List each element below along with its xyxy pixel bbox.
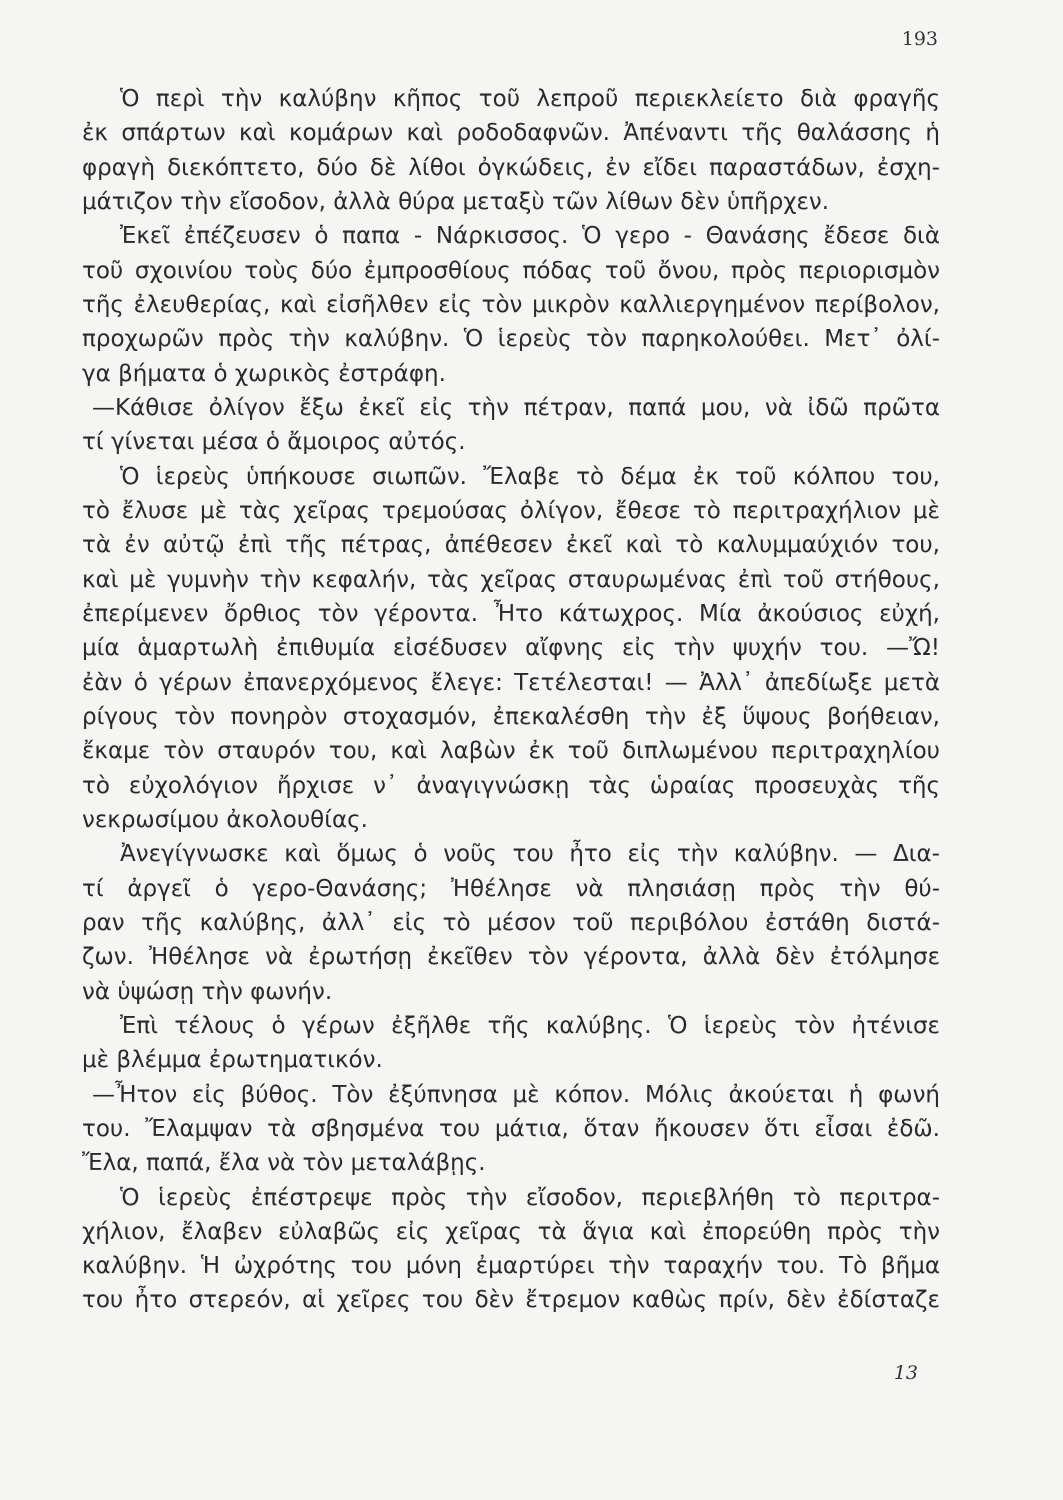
text-line: Ὁ περὶ τὴν καλύβην κῆπος τοῦ λεπροῦ περιεκλείετο διὰ φραγῆς [120,86,940,112]
text-line: νὰ ὑψώσῃ τὴν φωνήν. [82,978,333,1005]
text-line: τὸ εὐχολόγιον ἤρχισε ν᾽ ἀναγιγνώσκῃ τὰς ὡραίας προσευχὰς τῆς [82,772,940,799]
text-line: μία ἁμαρτωλὴ ἐπιθυμία εἰσέδυσεν αἴφνης εἰς τὴν ψυχήν του. —Ὤ! [82,635,940,662]
text-line: Ἐκεῖ ἐπέζευσεν ὁ παπα - Νάρκισσος. Ὁ γερο - Θανάσης ἔδεσε διὰ [120,223,940,250]
text-line: ἔκαμε τὸν σταυρόν του, καὶ λαβὼν ἐκ τοῦ διπλωμένου περιτραχηλίου [82,738,940,765]
text-line: —Κάθισε ὀλίγον ἔξω ἐκεῖ εἰς τὴν πέτραν, παπά μου, νὰ ἰδῶ πρῶτα [92,394,940,421]
body-text [82,82,940,1318]
text-line: τί γίνεται μέσα ὁ ἄμοιρος αὐτός. [82,429,466,456]
text-line: τῆς ἐλευθερίας, καὶ εἰσῆλθεν εἰς τὸν μικρὸν καλλιεργημένον περίβολον, [82,291,940,318]
text-line: του ἦτο στερεόν, αἱ χεῖρες του δὲν ἔτρεμον καθὼς πρίν, δὲν ἐδίσταζε [82,1287,940,1314]
text-line: προχωρῶν πρὸς τὴν καλύβην. Ὁ ἱερεὺς τὸν παρηκολούθει. Μετ᾽ ὀλί- [82,326,940,353]
text-line: Ἔλα, παπά, ἔλα νὰ τὸν μεταλάβῃς. [82,1150,486,1177]
text-line: ἐπερίμενεν ὄρθιος τὸν γέροντα. Ἦτο κάτωχρος. Μία ἀκούσιος εὐχή, [82,600,940,627]
text-line: τί ἀργεῖ ὁ γερο-Θανάσης; Ἠθέλησε νὰ πλησιάσῃ πρὸς τὴν θύ- [82,875,940,902]
page-number: 193 [901,28,938,50]
text-line: τὸ ἔλυσε μὲ τὰς χεῖρας τρεμούσας ὀλίγον, ἔθεσε τὸ περιτραχήλιον μὲ [82,497,940,524]
text-line: Ἐπὶ τέλους ὁ γέρων ἐξῆλθε τῆς καλύβης. Ὁ ἱερεὺς τὸν ἠτένισε [120,1012,940,1039]
text-line: καλύβην. Ἡ ὠχρότης του μόνη ἐμαρτύρει τὴν ταραχήν του. Τὸ βῆμα [82,1253,940,1280]
text-line: τοῦ σχοινίου τοὺς δύο ἐμπροσθίους πόδας τοῦ ὄνου, πρὸς περιορισμὸν [82,257,940,284]
text-line: γα βήματα ὁ χωρικὸς ἐστράφη. [82,360,446,387]
text-line: Ὁ ἱερεὺς ἐπέστρεψε πρὸς τὴν εἴσοδον, περιεβλήθη τὸ περιτρα- [120,1184,940,1211]
text-line: ἐὰν ὁ γέρων ἐπανερχόμενος ἔλεγε: Τετέλεσται! — Ἀλλ᾽ ἀπεδίωξε μετὰ [82,669,940,696]
text-line: μὲ βλέμμα ἐρωτηματικόν. [82,1047,383,1074]
text-line: νεκρωσίμου ἀκολουθίας. [82,806,368,833]
text-line: φραγὴ διεκόπτετο, δύο δὲ λίθοι ὀγκώδεις, ἐν εἴδει παραστάδων, ἐσχη- [82,154,940,181]
text-line: ἐκ σπάρτων καὶ κομάρων καὶ ροδοδαφνῶν. Ἀπέναντι τῆς θαλάσσης ἡ [82,120,940,147]
text-line: χήλιον, ἔλαβεν εὐλαβῶς εἰς χεῖρας τὰ ἅγια καὶ ἐπορεύθη πρὸς τὴν [82,1218,940,1245]
text-line: καὶ μὲ γυμνὴν τὴν κεφαλήν, τὰς χεῖρας σταυρωμένας ἐπὶ τοῦ στήθους, [82,566,940,593]
text-line: —Ἦτον εἰς βύθος. Τὸν ἐξύπνησα μὲ κόπον. Μόλις ἀκούεται ἡ φωνή [92,1081,940,1108]
text-line: ζων. Ἠθέλησε νὰ ἐρωτήσῃ ἐκεῖθεν τὸν γέροντα, ἀλλὰ δὲν ἐτόλμησε [82,944,940,971]
text-line: του. Ἔλαμψαν τὰ σβησμένα του μάτια, ὅταν ἤκουσεν ὅτι εἶσαι ἐδῶ. [82,1115,940,1142]
printer-signature-mark: 13 [893,1362,918,1384]
text-line: Ὁ ἱερεὺς ὑπήκουσε σιωπῶν. Ἔλαβε τὸ δέμα ἐκ τοῦ κόλπου του, [120,463,940,490]
text-line: ρίγους τὸν πονηρὸν στοχασμόν, ἐπεκαλέσθη τὴν ἐξ ὕψους βοήθειαν, [82,703,940,730]
text-line: τὰ ἐν αὐτῷ ἐπὶ τῆς πέτρας, ἀπέθεσεν ἐκεῖ καὶ τὸ καλυμμαύχιόν του, [82,532,940,559]
text-line: Ἀνεγίγνωσκε καὶ ὅμως ὁ νοῦς του ἦτο εἰς τὴν καλύβην. — Δια- [120,841,940,868]
text-line: μάτιζον τὴν εἴσοδον, ἀλλὰ θύρα μεταξὺ τῶν λίθων δὲν ὑπῆρχεν. [82,188,830,215]
text-line: ραν τῆς καλύβης, ἀλλ᾽ εἰς τὸ μέσον τοῦ περιβόλου ἐστάθη διστά- [82,909,940,936]
